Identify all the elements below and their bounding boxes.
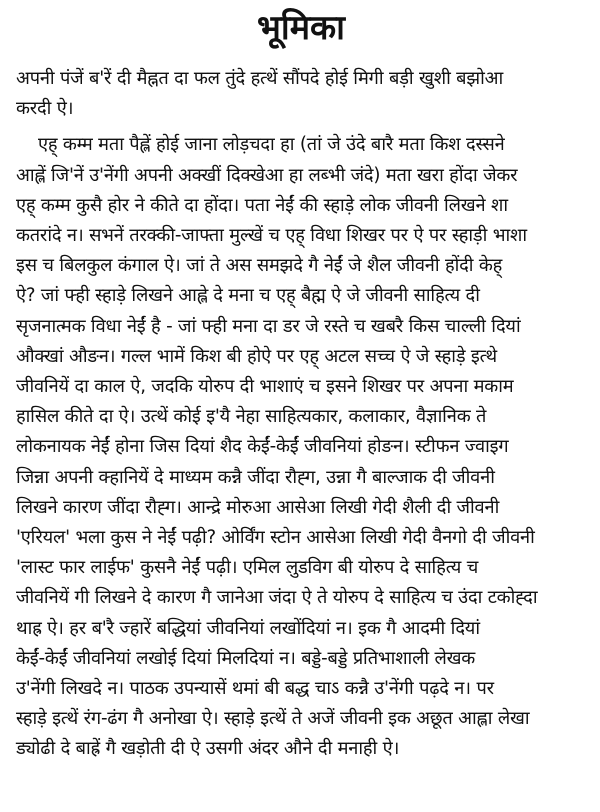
text-line: ड्योढी दे बाह्रें गै खड़ोती दी ऐ उसगी अंदर औने दी मनाही ऐ। bbox=[16, 738, 400, 760]
text-line: 'लास्ट फार लाईफ' कुसनै नेईं पढ़ी। एमिल लुडविग बी योरुप दे साहित्य च bbox=[16, 557, 479, 579]
text-line: ऐ? जां फ्ही स्हाड़े लिखने आह्ले दे मना च एह् बैह्म ऐ जे जीवनी साहित्य दी bbox=[16, 285, 480, 307]
text-line: एह् कम्म मता पैह्लें होई जाना लोड़चदा हा (तां जे उंदे बारै मता किश दस्सने bbox=[38, 134, 505, 156]
text-line: लिखने कारण जींदा रौह्ग। आन्द्रे मोरुआ आसेआ लिखी गेदी शैली दी जीवनी bbox=[16, 496, 500, 518]
text-line: अपनी पंजें ब'रें दी मैह्नत दा फल तुंदे हत्थें सौंपदे होई मिगी बड़ी खुशी बझोआ bbox=[16, 68, 503, 89]
text-line: एह् कम्म कुसै होर ने कीते दा होंदा। पता नेईं की स्हाड़े लोक जीवनी लिखने शा bbox=[16, 194, 508, 216]
text-line: करदी ऐ। bbox=[16, 98, 74, 120]
page-title: भूमिका bbox=[257, 8, 345, 48]
text-line: जिन्ना अपनी क्हानियें दे माध्यम कन्नै जींदा रौह्ग, उन्ना गै बाल्जाक दी जीवनी bbox=[16, 466, 495, 488]
text-line: 'एरियल' भला कुस ने नेईं पढ़ी? ओर्विंग स्टोन आसेआ लिखी गेदी वैनगो दी जीवनी bbox=[16, 527, 535, 549]
text-line: स्हाड़े इत्थें रंग-ढंग गै अनोखा ऐ। स्हाड़े इत्थें ते अजें जीवनी इक अछूत आह्ला लेखा bbox=[16, 708, 530, 730]
text-line: कतरांदे न। सभनें तरक्की-जाफ्ता मुल्खें च एह् विधा शिखर पर ऐ पर स्हाड़ी भाशा bbox=[16, 225, 527, 247]
paragraph-2 bbox=[16, 130, 586, 764]
text-line: हासिल कीते दा ऐ। उत्थें कोई इ'यै नेहा साहित्यकार, कलाकार, वैज्ञानिक ते bbox=[16, 406, 487, 428]
text-line: केईं-केईं जीवनियां लखोई दियां मिलदियां न। बड्डे-बड्डे प्रतिभाशाली लेखक bbox=[16, 647, 476, 669]
text-line: उ'नेंगी लिखदे न। पाठक उपन्यासें थमां बी बद्ध चाऽ कन्नै उ'नेंगी पढ़दे न। पर bbox=[16, 678, 494, 700]
paragraph-1 bbox=[16, 64, 586, 124]
text-line: जीवनियें दा काल ऐ, जदकि योरुप दी भाशाएं च इसने शिखर पर अपना मकाम bbox=[16, 376, 514, 398]
text-line: जीवनियें गी लिखने दे कारण गै जानेआ जंदा ऐ ते योरुप दे साहित्य च उंदा टकोह्दा bbox=[16, 587, 538, 609]
text-line: थाह्र ऐ। हर ब'रै ज्हारें बद्धियां जीवनियां लखोंदियां न। इक गै आदमी दियां bbox=[16, 617, 480, 639]
text-line: आह्लें जि'नें उ'नेंगी अपनी अक्खीं दिक्खेआ हा लब्भी जंदे) मता खरा होंदा जेकर bbox=[16, 164, 518, 186]
text-line: औक्खां औङन। गल्ल भामें किश बी होऐ पर एह् अटल सच्च ऐ जे स्हाड़े इत्थे bbox=[16, 345, 497, 367]
text-line: लोकनायक नेईं होना जिस दियां शैद केईं-केईं जीवनियां होङन। स्टीफन ज्वाइग bbox=[16, 436, 509, 458]
text-line: इस च बिलकुल कंगाल ऐ। जां ते अस समझदे गै नेईं जे शैल जीवनी होंदी केह् bbox=[16, 255, 503, 277]
text-line: सृजनात्मक विधा नेईं है - जां फ्ही मना दा डर जे रस्ते च खबरै किस चाल्ली दियां bbox=[16, 315, 521, 337]
